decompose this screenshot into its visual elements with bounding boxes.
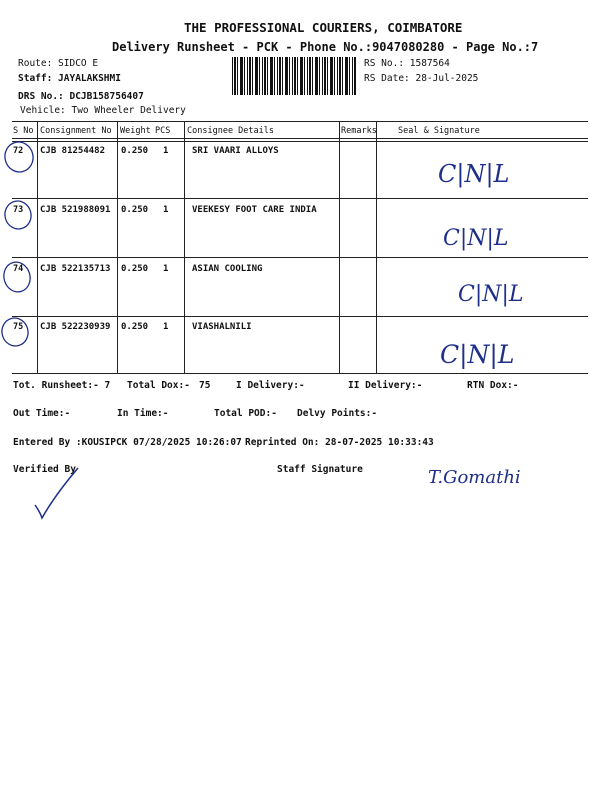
- row-consignment: CJB 81254482: [40, 146, 106, 156]
- row-pcs: 1: [163, 146, 169, 156]
- row-sno: 75: [13, 322, 24, 332]
- total-pod: Total POD:-: [214, 408, 277, 419]
- reprinted-on: Reprinted On: 28-07-2025 10:33:43: [245, 437, 434, 448]
- in-time: In Time:-: [117, 408, 169, 419]
- row-signature: C|N|L: [440, 340, 515, 369]
- staff-label: Staff: JAYALAKSHMI: [18, 73, 121, 84]
- row-sno: 72: [13, 146, 24, 156]
- row-consignment: CJB 522135713: [40, 264, 111, 274]
- ii-delivery: II Delivery:-: [348, 380, 423, 391]
- row-consignee: ASIAN COOLING: [192, 264, 263, 274]
- total-dox-label: Total Dox:-: [127, 380, 190, 391]
- route-label: Route: SIDCO E: [18, 58, 99, 69]
- row-weight: 0.250: [121, 264, 149, 274]
- sno-circle: [1, 259, 34, 295]
- drs-number: DRS No.: DCJB158756407: [18, 91, 144, 102]
- rs-date: RS Date: 28-Jul-2025: [364, 73, 479, 84]
- staff-signature-handwritten: T.Gomathi: [428, 467, 521, 488]
- runsheet-subtitle: Delivery Runsheet - PCK - Phone No.:9047080280 - Page No.:7: [112, 40, 539, 54]
- rs-number: RS No.: 1587564: [364, 58, 450, 69]
- row-signature: C|N|L: [458, 282, 524, 307]
- delvy-points: Delvy Points:-: [297, 408, 378, 419]
- col-header-sno: S No: [13, 126, 34, 136]
- total-dox-value: 75: [199, 380, 211, 391]
- row-weight: 0.250: [121, 205, 149, 215]
- row-weight: 0.250: [121, 146, 149, 156]
- i-delivery: I Delivery:-: [236, 380, 305, 391]
- staff-signature-label: Staff Signature: [277, 464, 363, 475]
- col-header-consignment: Consignment No: [40, 126, 112, 136]
- row-pcs: 1: [163, 264, 169, 274]
- row-sno: 74: [13, 264, 24, 274]
- row-signature: C|N|L: [443, 226, 509, 251]
- col-header-remarks: Remarks: [341, 126, 377, 136]
- row-consignee: VEEKESY FOOT CARE INDIA: [192, 205, 317, 215]
- sno-circle: [2, 139, 37, 175]
- vehicle-label: Vehicle: Two Wheeler Delivery: [20, 105, 186, 116]
- col-header-consignee: Consignee Details: [187, 126, 274, 136]
- row-pcs: 1: [163, 322, 169, 332]
- entered-by: Entered By :KOUSIPCK 07/28/2025 10:26:07: [13, 437, 242, 448]
- out-time: Out Time:-: [13, 408, 71, 419]
- row-sno: 73: [13, 205, 24, 215]
- col-header-weight: Weight: [120, 126, 151, 136]
- col-header-seal-signature: Seal & Signature: [398, 126, 480, 136]
- row-consignee: SRI VAARI ALLOYS: [192, 146, 279, 156]
- row-consignee: VIASHALNILI: [192, 322, 252, 332]
- tot-runsheet: Tot. Runsheet:- 7: [13, 380, 111, 391]
- sno-circle: [2, 198, 34, 232]
- verified-by: Verified By: [13, 464, 76, 475]
- check-mark: [35, 468, 78, 518]
- col-header-pcs: PCS: [155, 126, 171, 136]
- row-signature: C|N|L: [438, 160, 510, 188]
- row-pcs: 1: [163, 205, 169, 215]
- sno-circle: [0, 315, 31, 349]
- row-consignment: CJB 521988091: [40, 205, 111, 215]
- row-weight: 0.250: [121, 322, 149, 332]
- row-consignment: CJB 522230939: [40, 322, 111, 332]
- company-name: THE PROFESSIONAL COURIERS, COIMBATORE: [184, 20, 463, 35]
- rtn-dox: RTN Dox:-: [467, 380, 519, 391]
